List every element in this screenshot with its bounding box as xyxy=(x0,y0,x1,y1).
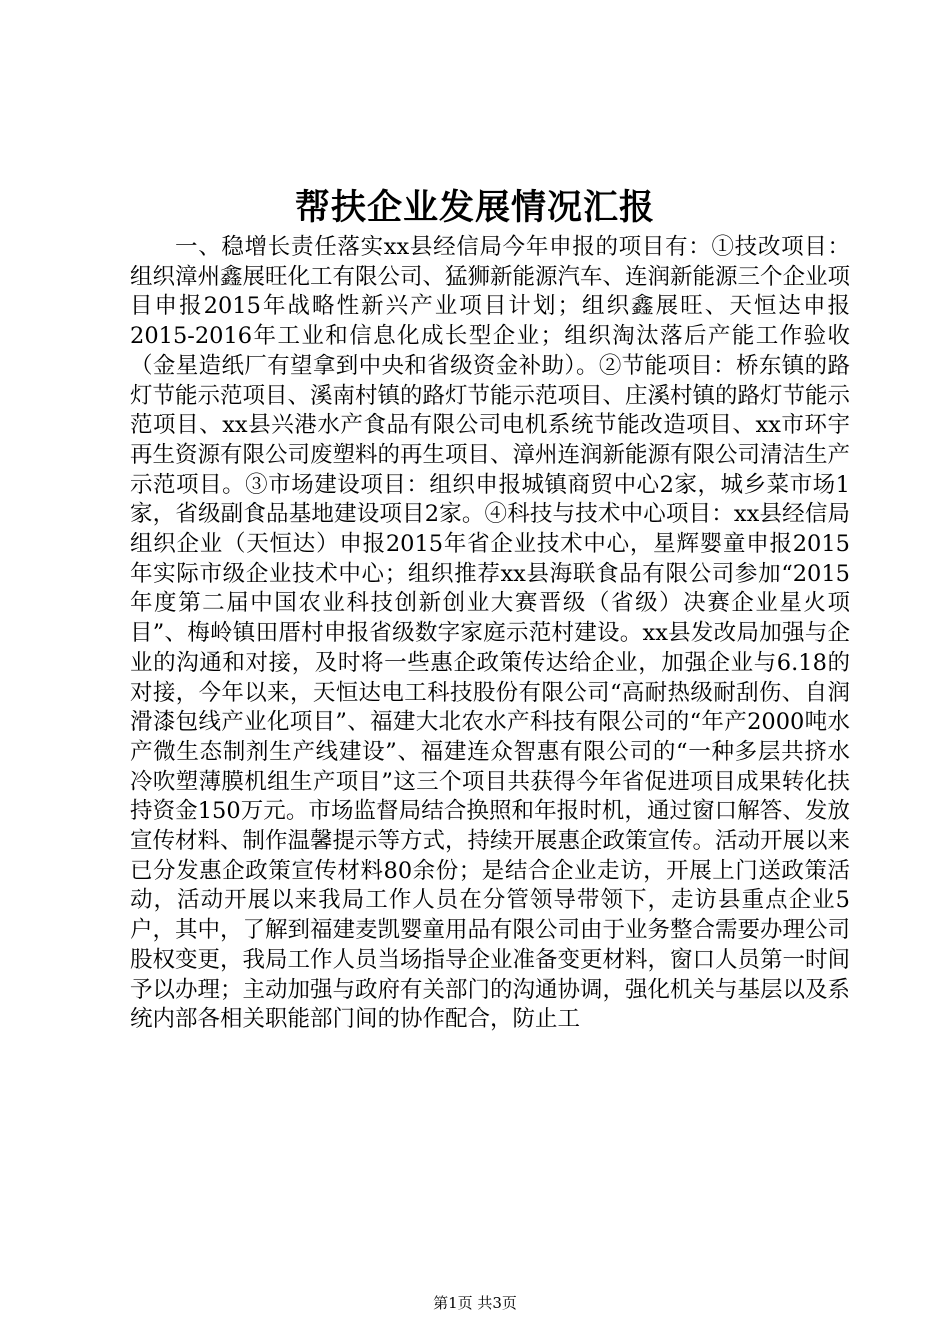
document-title: 帮扶企业发展情况汇报 xyxy=(294,187,655,228)
body-paragraph: 一、稳增长责任落实xx县经信局今年申报的项目有：①技改项目：组织漳州鑫展旺化工有限公司、猛狮新能源汽车、连润新能源三个企业项目申报2015年战略性新兴产业项目计划；组织鑫展旺、天恒达申报2015-2016年工业和信息化成长型企业；组织淘汰落后产能工作验收（金星造纸厂有望拿到中央和省级资金补助）。②节能项目：桥东镇的路灯节能示范项目、溪南村镇的路灯节能示范项目、庄溪村镇的路灯节能示范项目、xx县兴港水产食品有限公司电机系统节能改造项目、xx市环宇再生资源有限公司废塑料的再生项目、漳州连润新能源有限公司清洁生产示范项目。③市场建设项目：组织申报城镇商贸中心2家，城乡菜市场1家，省级副食品基地建设项目2家。④科技与技术中心项目：xx县经信局组织企业（天恒达）申报2015年省企业技术中心，星辉婴童申报2015年实际市级企业技术中心；组织推荐xx县海联食品有限公司参加“2015年度第二届中国农业科技创新创业大赛晋级（省级）决赛企业星火项目”、梅岭镇田厝村申报省级数字家庭示范村建设。xx县发改局加强与企业的沟通和对接，及时将一些惠企政策传达给企业，加强企业与6.18的对接，今年以来，天恒达电工科技股份有限公司“高耐热级耐刮伤、自润滑漆包线产业化项目”、福建大北农水产科技有限公司的“年产2000吨水产微生态制剂生产线建设”、福建连众智惠有限公司的“一种多层共挤水冷吹塑薄膜机组生产项目”这三个项目共获得今年省促进项目成果转化扶持资金150万元。市场监督局结合换照和年报时机，通过窗口解答、发放宣传材料、制作温馨提示等方式，持续开展惠企政策宣传。活动开展以来已分发惠企政策宣传材料80余份；是结合企业走访，开展上门送政策活动，活动开展以来我局工作人员在分管领导带领下，走访县重点企业5户，其中，了解到福建麦凯婴童用品有限公司由于业务整合需要办理公司股权变更，我局工作人员当场指导企业准备变更材料，窗口人员第一时间予以办理；主动加强与政府有关部门的沟通协调，强化机关与基层以及系统内部各相关职能部门间的协作配合，防止工 xyxy=(130,234,851,1033)
page-footer: 第1页 共3页 xyxy=(433,1294,517,1312)
